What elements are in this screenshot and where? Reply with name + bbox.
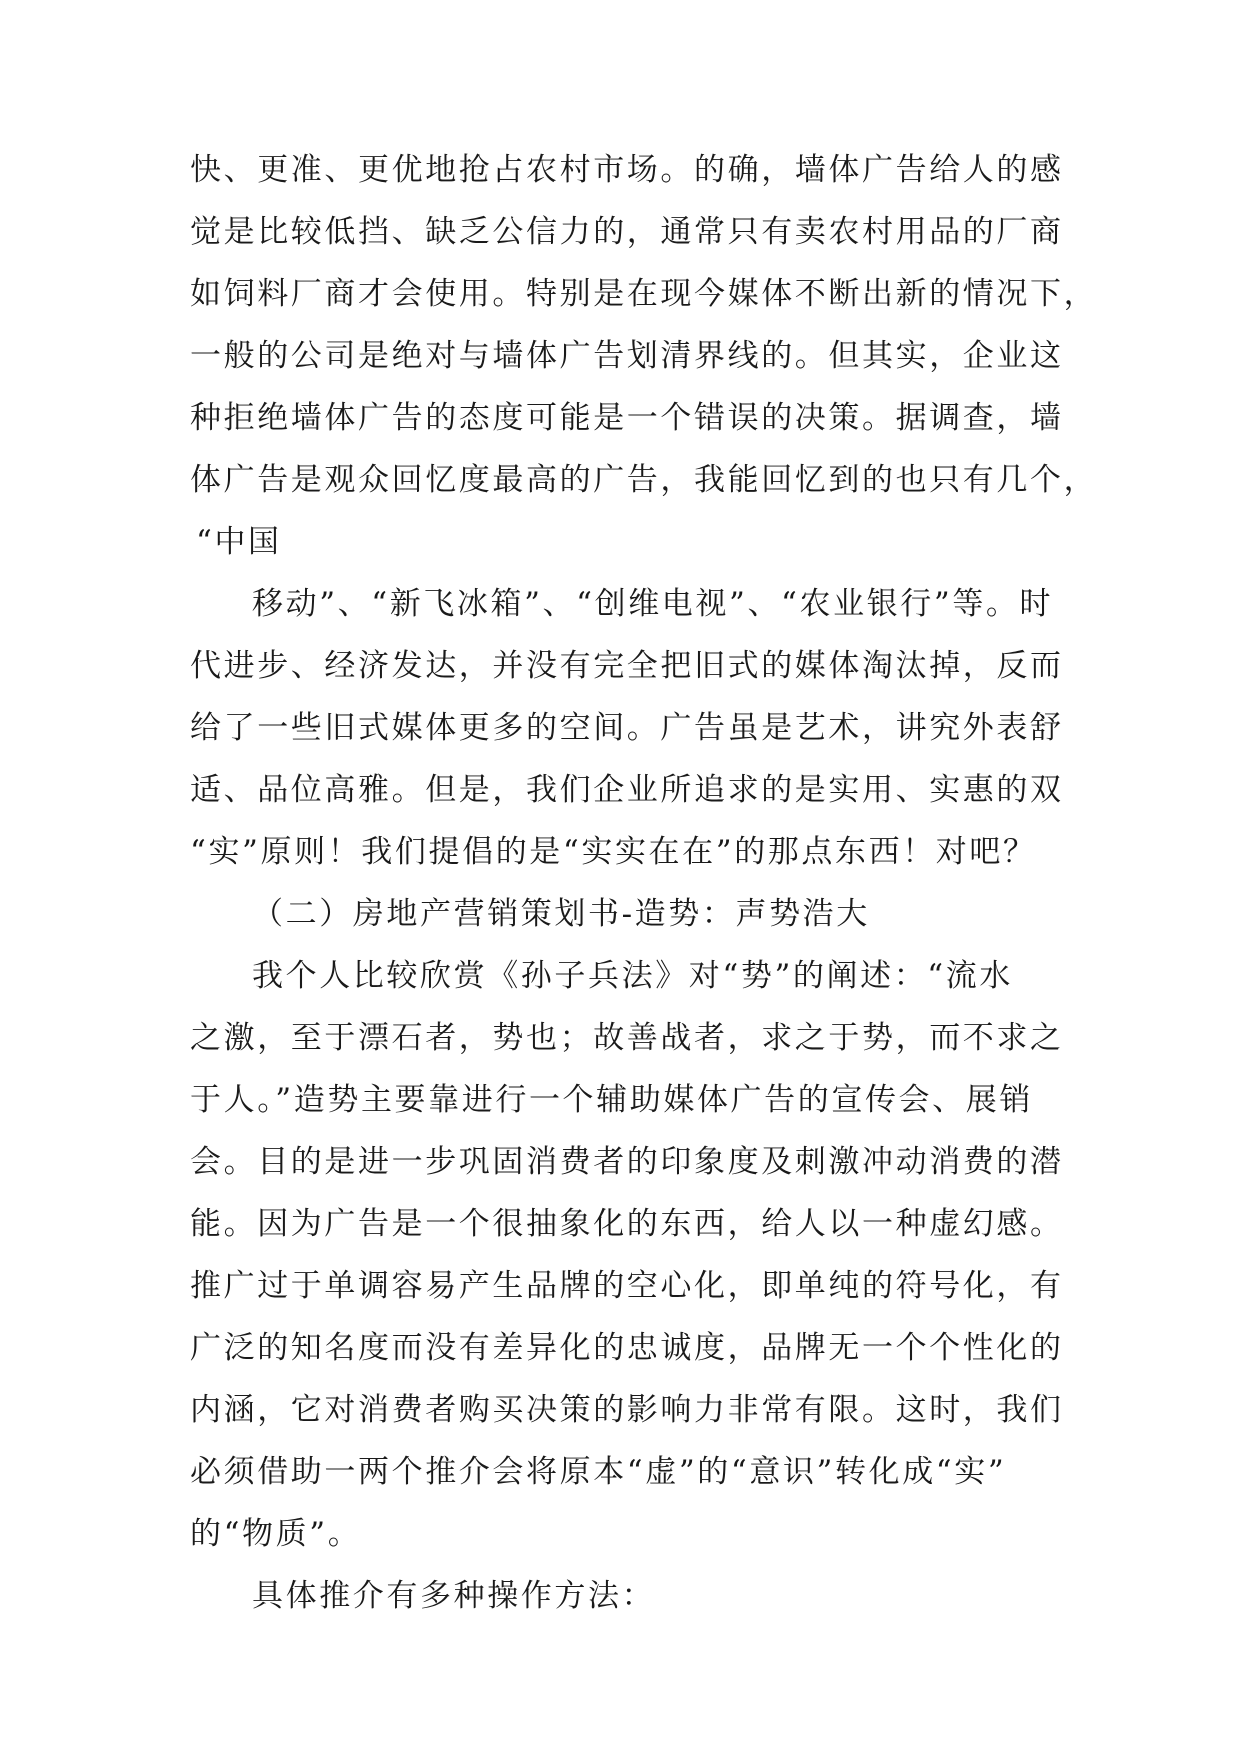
text-line: 具体推介有多种操作方法： — [252, 1578, 656, 1614]
text-line: 必须借助一两个推介会将原本“虚”的“意识”转化成“实” — [190, 1454, 1007, 1490]
text-line: 移动”、“新飞冰箱”、“创维电视”、“农业银行”等。时 — [252, 586, 1054, 622]
text-line: “实”原则！我们提倡的是“实实在在”的那点东西！对吧？ — [190, 834, 1037, 870]
text-line: 如饲料厂商才会使用。特别是在现今媒体不断出新的情况下， — [190, 276, 1098, 312]
text-line: 体广告是观众回忆度最高的广告，我能回忆到的也只有几个， — [190, 462, 1098, 498]
text-line: 会。目的是进一步巩固消费者的印象度及刺激冲动消费的潜 — [190, 1144, 1064, 1180]
text-line: 种拒绝墙体广告的态度可能是一个错误的决策。据调查，墙 — [190, 400, 1064, 436]
text-line: 我个人比较欣赏《孙子兵法》对“势”的阐述：“流水 — [252, 958, 1013, 994]
text-line: 广泛的知名度而没有差异化的忠诚度，品牌无一个个性化的 — [190, 1330, 1064, 1366]
text-line: 给了一些旧式媒体更多的空间。广告虽是艺术，讲究外表舒 — [190, 710, 1064, 746]
text-line: 内涵，它对消费者购买决策的影响力非常有限。这时，我们 — [190, 1392, 1064, 1428]
text-line: 一般的公司是绝对与墙体广告划清界线的。但其实，企业这 — [190, 338, 1064, 374]
text-line: 于人。”造势主要靠进行一个辅助媒体广告的宣传会、展销 — [190, 1082, 1033, 1118]
section-heading: （二）房地产营销策划书-造势：声势浩大 — [252, 896, 870, 932]
text-line: 适、品位高雅。但是，我们企业所追求的是实用、实惠的双 — [190, 772, 1064, 808]
text-line: 代进步、经济发达，并没有完全把旧式的媒体淘汰掉，反而 — [190, 648, 1064, 684]
text-line: 能。因为广告是一个很抽象化的东西，给人以一种虚幻感。 — [190, 1206, 1064, 1242]
text-line: 的“物质”。 — [190, 1516, 362, 1552]
text-line: 觉是比较低挡、缺乏公信力的，通常只有卖农村用品的厂商 — [190, 214, 1064, 250]
text-line: 之激，至于漂石者，势也；故善战者，求之于势，而不求之 — [190, 1020, 1064, 1056]
text-line: 推广过于单调容易产生品牌的空心化，即单纯的符号化，有 — [190, 1268, 1064, 1304]
text-line: “中国 — [196, 524, 282, 560]
text-line: 快、更准、更优地抢占农村市场。的确，墙体广告给人的感 — [190, 152, 1064, 188]
